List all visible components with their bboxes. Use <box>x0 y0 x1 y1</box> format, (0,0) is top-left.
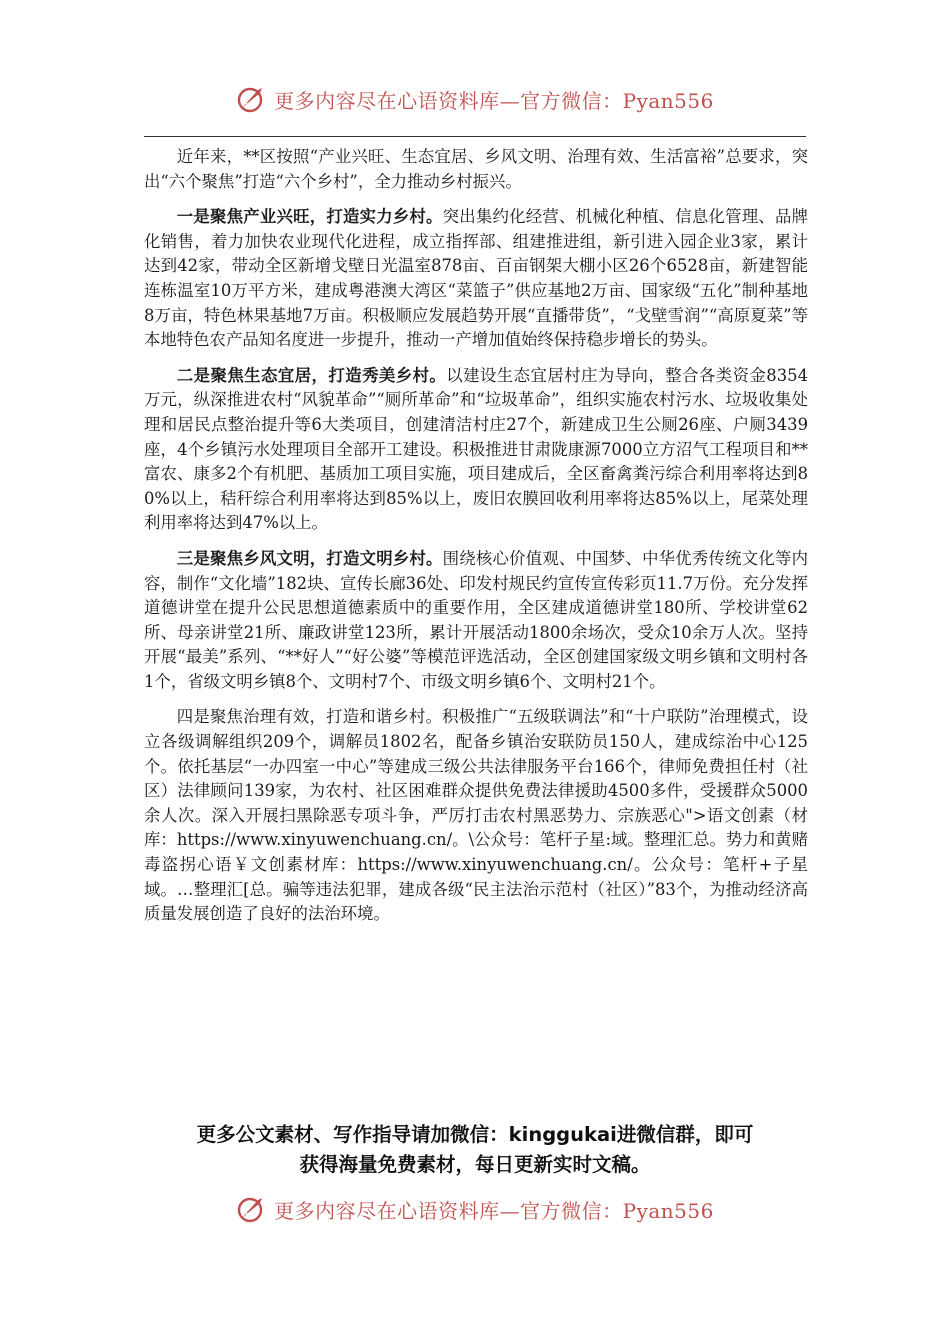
header-divider <box>144 136 806 137</box>
paragraph-governance: 四是聚焦治理有效，打造和谐乡村。积极推广“五级联调法”和“十户联防”治理模式，设立各级调解组织209个，调解员1802名，配备乡镇治安联防员150人，建成综治中心125个。依托基层“一办四室一中心”等建成三级公共法律服务平台166个，律师免费担任村（社区）法律顾问139家，为农村、社区困难群众提供免费法律援助4500多件，受援群众5000余人次。深入开展扫黑除恶专项斗争，严厉打击农村黑恶势力、宗族恶心">语文创素（材库：https://www.xinyuwenchuang.cn/。\公众号：笔杆子星:域。整理汇总。势力和黄赌毒盗拐心语￥文创素材库：https://www.xinyuwenchuang.cn/。公众号：笔杆+子星域。…整理汇[总。骗等违法犯罪，建成各级“民主法治示范村（社区）”83个，为推动经济高质量发展创造了良好的法治环境。 <box>144 707 808 924</box>
paragraph-heading: 三是聚焦乡风文明，打造文明乡村。 <box>176 548 443 568</box>
paragraph-intro: 近年来，**区按照“产业兴旺、生态宜居、乡风文明、治理有效、生活富裕”总要求，突出“六个聚焦”打造“六个乡村”，全力推动乡村振兴。 <box>144 147 808 191</box>
quill-logo-icon <box>236 84 266 114</box>
footer-line-1: 更多公文素材、写作指导请加微信：kinggukai进微信群，即可 <box>196 1123 754 1146</box>
paragraph-heading: 一是聚焦产业兴旺，打造实力乡村。 <box>176 207 443 227</box>
paragraph-heading: 二是聚焦生态宜居，打造秀美乡村。 <box>176 365 447 385</box>
article-body <box>144 145 808 938</box>
header-banner <box>0 84 950 114</box>
paragraph-civilization: 三是聚焦乡风文明，打造文明乡村。围绕核心价值观、中国梦、中华优秀传统文化等内容，制作“文化墙”182块、宣传长廊36处、印发村规民约宣传宣传彩页11.7万份。充分发挥道德讲堂在提升公民思想道德素质中的重要作用，全区建成道德讲堂180所、学校讲堂62所、母亲讲堂21所、廉政讲堂123所，累计开展活动1800余场次，受众10余万人次。坚持开展“最美”系列、“**好人”“好公婆”等模范评选活动，全区创建国家级文明乡镇和文明村各1个，省级文明乡镇8个、文明村7个、市级文明乡镇6个、文明村21个。 <box>144 548 809 691</box>
footer-promo <box>120 1120 830 1180</box>
banner-text: 更多内容尽在心语资料库—官方微信：Pyan556 <box>274 1198 714 1223</box>
quill-logo-icon <box>236 1194 266 1224</box>
paragraph-ecology: 二是聚焦生态宜居，打造秀美乡村。以建设生态宜居村庄为导向，整合各类资金8354万元，纵深推进农村“风貌革命”“厕所革命”和“垃圾革命”，组织实施农村污水、垃圾收集处理和居民点整治提升等6大类项目，创建清洁村庄27个，新建成卫生公厕26座、户厕3439座，4个乡镇污水处理项目全部开工建设。积极推进甘肃陇康源7000立方沼气工程项目和**富农、康多2个有机肥、基质加工项目实施，项目建成后，全区畜禽粪污综合利用率将达到80%以上，秸秆综合利用率将达到85%以上，废旧农膜回收利用率将达85%以上，尾菜处理利用率将达到47%以上。 <box>144 365 808 533</box>
footer-banner <box>0 1194 950 1224</box>
paragraph-industry: 一是聚焦产业兴旺，打造实力乡村。突出集约化经营、机械化种植、信息化管理、品牌化销售，着力加快农业现代化进程，成立指挥部、组建推进组，新引进入园企业3家，累计达到42家，带动全区新增戈壁日光温室878亩、百亩钢架大棚小区26个6528亩，新建智能连栋温室10万平方米，建成粤港澳大湾区“菜篮子”供应基地2万亩、国家级“五化”制种基地8万亩，特色林果基地7万亩。积极顺应发展趋势开展“直播带货”，“戈壁雪润”“高原夏菜”等本地特色农产品知名度进一步提升，推动一产增加值始终保持稳步增长的势头。 <box>144 207 809 350</box>
footer-line-2: 获得海量免费素材，每日更新实时文稿。 <box>299 1153 651 1176</box>
banner-text: 更多内容尽在心语资料库—官方微信：Pyan556 <box>274 88 714 113</box>
